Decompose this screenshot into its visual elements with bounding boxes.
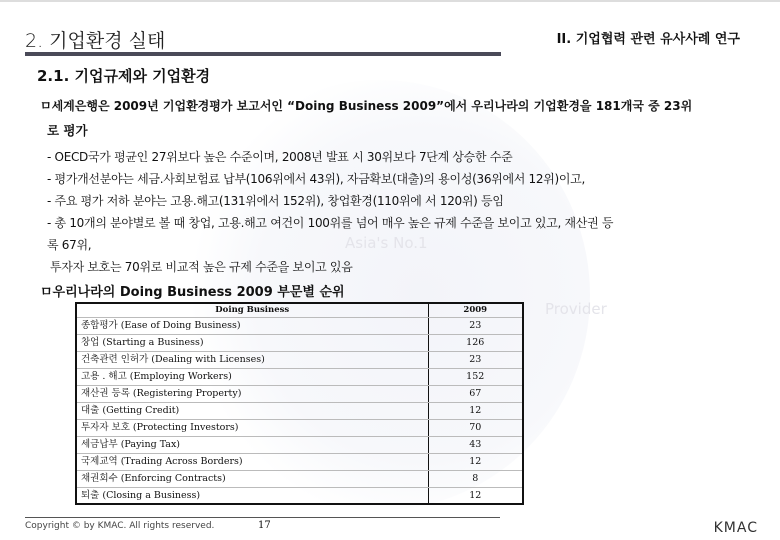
detail-line: - 총 10개의 분야별로 볼 때 창업, 고용.해고 여건이 100위를 넘어 매우 높은 규제 수준을 보이고 있고, 재산권 등: [47, 216, 614, 230]
row-value: 23: [428, 351, 523, 368]
copyright: Copyright © by KMAC. All rights reserved.: [25, 521, 215, 531]
watermark-text: Asia's No.1: [345, 234, 428, 252]
table-row: [76, 385, 523, 402]
row-label: 재산권 등록 (Registering Property): [76, 385, 428, 402]
section-title: 2.1. 기업규제와 기업환경: [37, 67, 211, 85]
col-header: Doing Business: [76, 303, 428, 317]
row-value: 152: [428, 368, 523, 385]
row-value: 12: [428, 487, 523, 504]
table-row: [76, 436, 523, 453]
row-value: 70: [428, 419, 523, 436]
ranking-table: [75, 302, 524, 505]
kmac-logo: KMAC: [713, 520, 758, 536]
part-title: II. 기업협력 관련 유사사례 연구: [556, 32, 740, 47]
table-row: [76, 351, 523, 368]
detail-line: - OECD국가 평균인 27위보다 높은 수준이며, 2008년 발표 시 30위보다 7단계 상승한 수준: [47, 150, 513, 164]
detail-line: 록 67위,: [47, 238, 92, 252]
table-title: ㅁ우리나라의 Doing Business 2009 부문별 순위: [40, 285, 345, 300]
row-value: 67: [428, 385, 523, 402]
table-row: [76, 419, 523, 436]
table-header: [76, 303, 523, 317]
row-label: 퇴출 (Closing a Business): [81, 489, 201, 501]
footer-rule: [25, 517, 500, 518]
row-label: 종합평가 (Ease of Doing Business): [76, 317, 428, 334]
detail-line: - 주요 평가 저하 분야는 고용.해고(131위에서 152위), 창업환경(110위에 서 120위) 등임: [47, 194, 504, 208]
bullet-line: 로 평가: [47, 123, 88, 138]
row-value: 23: [428, 317, 523, 334]
row-value: 8: [428, 470, 523, 487]
bullet-line: ㅁ세계은행은 2009년 기업환경평가 보고서인 “Doing Business 2009”에서 우리나라의 기업환경을 181개국 중 23위: [40, 99, 693, 113]
table-row: [76, 487, 523, 504]
row-label: 국제교역 (Trading Across Borders): [76, 453, 428, 470]
row-value: 12: [428, 402, 523, 419]
table-row: [76, 334, 523, 351]
row-value: 12: [428, 453, 523, 470]
header-rule: [25, 52, 501, 56]
table-row: [76, 317, 523, 334]
table-row: [76, 453, 523, 470]
chapter-title: 2. 기업환경 실태: [25, 30, 166, 52]
table-row: [76, 470, 523, 487]
detail-line: - 평가개선분야는 세금.사회보험료 납부(106위에서 43위), 자금확보(대출)의 용이성(36위에서 12위)이고,: [47, 172, 585, 186]
row-label: 채권회수 (Enforcing Contracts): [76, 470, 428, 487]
row-label: 투자자 보호 (Protecting Investors): [76, 419, 428, 436]
row-label: 대출 (Getting Credit): [76, 402, 428, 419]
page-number: 17: [258, 520, 271, 531]
row-value: 43: [428, 436, 523, 453]
row-label: 건축관련 인허가 (Dealing with Licenses): [76, 351, 428, 368]
table-row: [76, 402, 523, 419]
row-label: 세금납부 (Paying Tax): [76, 436, 428, 453]
table-row: [76, 368, 523, 385]
top-border: [0, 0, 780, 2]
row-label: 고용 . 해고 (Employing Workers): [76, 368, 428, 385]
detail-line: 투자자 보호는 70위로 비교적 높은 규제 수준을 보이고 있음: [50, 260, 353, 274]
row-value: 126: [428, 334, 523, 351]
row-label: 창업 (Starting a Business): [76, 334, 428, 351]
watermark-text: Provider: [545, 300, 607, 318]
col-header: 2009: [428, 303, 523, 317]
